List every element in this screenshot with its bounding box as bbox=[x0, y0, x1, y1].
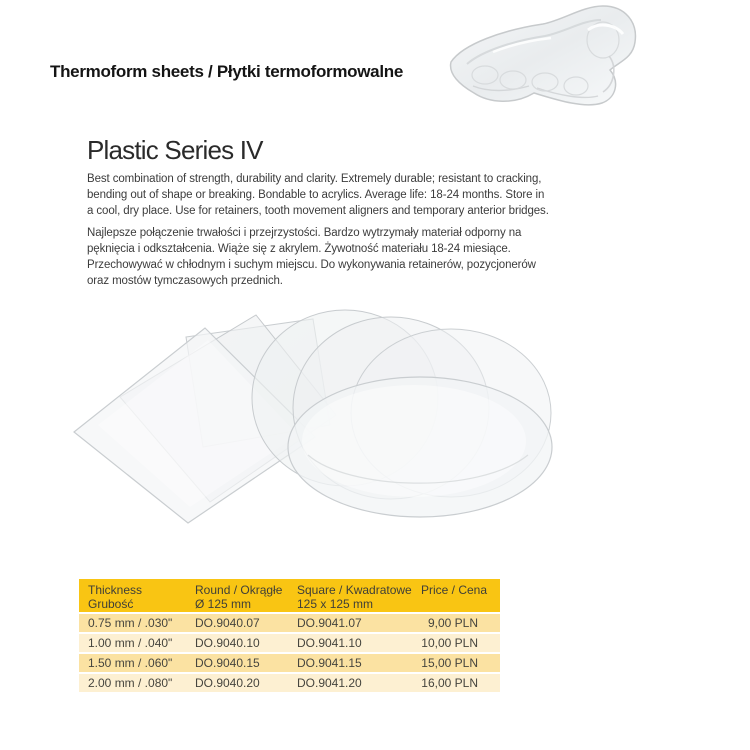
table-row bbox=[79, 634, 500, 652]
description-line: pęknięcia i odkształcenia. Wiąże się z akrylem. Żywotność materiału 18-24 miesiące. bbox=[87, 243, 511, 255]
table-header-row bbox=[79, 579, 500, 612]
product-title: Plastic Series IV bbox=[87, 135, 263, 165]
description-line: bending out of shape or breaking. Bondable to acrylics. Average life: 18-24 months. Store in bbox=[87, 189, 545, 201]
description-polish bbox=[87, 225, 536, 289]
thickness-cell: 2.00 mm / .080" bbox=[88, 676, 173, 690]
page-title: Thermoform sheets / Płytki termoformowalne bbox=[50, 62, 403, 81]
square-code-cell: DO.9041.07 bbox=[297, 616, 362, 630]
column-header-square: Square / Kwadratowe 125 x 125 mm bbox=[297, 583, 412, 611]
round-sheets bbox=[252, 310, 552, 517]
column-header-round: Round / Okrągłe Ø 125 mm bbox=[195, 583, 283, 611]
round-code-cell: DO.9040.10 bbox=[195, 636, 260, 650]
column-header-thickness: Thickness Grubość bbox=[88, 583, 143, 611]
square-code-cell: DO.9041.20 bbox=[297, 676, 362, 690]
column-header-price: Price / Cena bbox=[421, 583, 488, 597]
price-table bbox=[79, 579, 500, 694]
table-row bbox=[79, 654, 500, 672]
price-cell: 10,00 PLN bbox=[421, 636, 478, 650]
thickness-cell: 0.75 mm / .030" bbox=[88, 616, 173, 630]
thermoform-sheets-image bbox=[58, 295, 573, 570]
thickness-cell: 1.00 mm / .040" bbox=[88, 636, 173, 650]
round-code-cell: DO.9040.15 bbox=[195, 656, 260, 670]
sheets-photo bbox=[58, 295, 573, 570]
retainer-photo bbox=[433, 0, 653, 122]
price-cell: 15,00 PLN bbox=[421, 656, 478, 670]
round-code-cell: DO.9040.07 bbox=[195, 616, 260, 630]
table-row bbox=[79, 614, 500, 632]
table-row bbox=[79, 674, 500, 692]
description-line: oraz mostów tymczasowych przednich. bbox=[87, 275, 283, 287]
description-english bbox=[87, 171, 549, 219]
description-line: Przechowywać w chłodnym i suchym miejscu. Do wykonywania retainerów, pozycjonerów bbox=[87, 259, 536, 271]
dental-retainer-image bbox=[433, 0, 653, 122]
square-code-cell: DO.9041.15 bbox=[297, 656, 362, 670]
square-code-cell: DO.9041.10 bbox=[297, 636, 362, 650]
description-line: Best combination of strength, durability and clarity. Extremely durable; resistant to cracking, bbox=[87, 173, 542, 185]
description-line: a cool, dry place. Use for retainers, tooth movement aligners and temporary anterior bridges. bbox=[87, 205, 549, 217]
price-cell: 16,00 PLN bbox=[421, 676, 478, 690]
price-cell: 9,00 PLN bbox=[427, 616, 478, 630]
description-line: Najlepsze połączenie trwałości i przejrzystości. Bardzo wytrzymały materiał odporny na bbox=[87, 227, 522, 239]
thickness-cell: 1.50 mm / .060" bbox=[88, 656, 173, 670]
round-code-cell: DO.9040.20 bbox=[195, 676, 260, 690]
